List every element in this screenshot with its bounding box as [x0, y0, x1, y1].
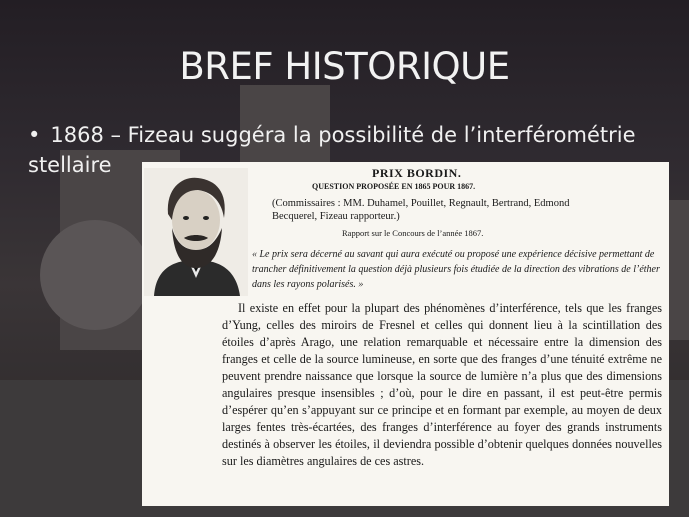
portrait-illustration — [144, 168, 248, 296]
fizeau-portrait — [144, 168, 248, 296]
document-heading: PRIX BORDIN. — [372, 166, 462, 180]
slide-title: BREF HISTORIQUE — [179, 45, 510, 88]
document-report: Rapport sur le Concours de l’année 1867. — [342, 228, 484, 238]
bullet-text: 1868 – Fizeau suggéra la possibilité de l’interférométrie stellaire — [28, 123, 636, 177]
document-body — [222, 300, 662, 470]
historical-document — [142, 162, 669, 506]
document-paragraph: Il existe en effet pour la plupart des phénomènes d’interférence, tels que les franges d’Yung, celles des miroirs de Fresnel et celles qui donnent lieu à la scintillation des étoiles d’après Arago, une relation remarquable et nécessaire entre la dimension des franges et celle de la source lumineuse, en sorte que des franges d’une ténuité extrême ne peuvent prendre naissance que lorsque la source de lumière n’a plus que des dimensions angulaires presque insensibles ; d’où, pour le dire en passant, il est peut-être permis d’espérer qu’en s’appuyant sur ce principe et en formant par exemple, au moyen de deux larges fentes très-écartées, des franges d’interférence au foyer des grands instruments destinés à observer les étoiles, il deviendra possible d’obtenir quelques données nouvelles sur les diamètres angulaires de ces astres. — [222, 301, 662, 468]
bullet-dot: • — [28, 123, 41, 147]
document-question: QUESTION PROPOSÉE EN 1865 POUR 1867. — [312, 182, 476, 191]
background-dome — [40, 220, 150, 330]
document-quote: « Le prix sera décerné au savant qui aura exécuté ou proposé une expérience décisive permettant de trancher définitivement la question déjà plusieurs fois étudiée de la direction des vibrations de l’éther dans les rayons polarisés. » — [252, 249, 660, 290]
document-commissaires: (Commissaires : MM. Duhamel, Pouillet, Regnault, Bertrand, Edmond Becquerel, Fizeau rapporteur.) — [272, 198, 570, 222]
